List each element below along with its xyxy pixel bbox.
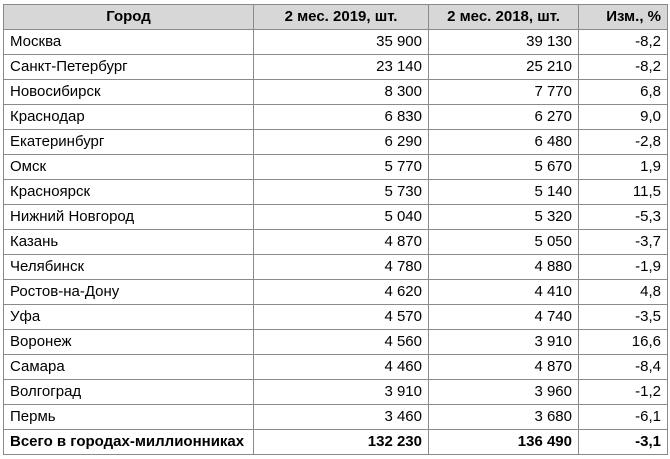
cell-city: Санкт-Петербург [4,55,254,80]
header-2018: 2 мес. 2018, шт. [429,5,579,30]
table-row [4,205,668,230]
table-row [4,155,668,180]
table-row [4,380,668,405]
table-body [4,30,668,455]
cell-city: Новосибирск [4,80,254,105]
cell-2018: 5 670 [429,155,579,180]
cell-2019: 6 290 [254,130,429,155]
cell-2018: 4 870 [429,355,579,380]
cell-city: Омск [4,155,254,180]
table-row [4,30,668,55]
cell-change: -2,8 [579,130,668,155]
table-row [4,80,668,105]
cell-2018: 5 050 [429,230,579,255]
cell-2018: 5 140 [429,180,579,205]
cell-city: Ростов-на-Дону [4,280,254,305]
cell-2019: 5 730 [254,180,429,205]
table-row [4,305,668,330]
cell-2018: 6 270 [429,105,579,130]
cell-city: Уфа [4,305,254,330]
cell-city: Самара [4,355,254,380]
cell-2018: 7 770 [429,80,579,105]
table-row [4,330,668,355]
cell-change: 9,0 [579,105,668,130]
cell-city: Москва [4,30,254,55]
cell-city: Красноярск [4,180,254,205]
total-change: -3,1 [579,430,668,455]
total-row [4,430,668,455]
cell-2019: 5 040 [254,205,429,230]
cell-2019: 4 870 [254,230,429,255]
cell-change: -8,4 [579,355,668,380]
table-header [4,5,668,30]
cell-change: -5,3 [579,205,668,230]
table-row [4,255,668,280]
table-row [4,180,668,205]
cell-city: Екатеринбург [4,130,254,155]
cell-2019: 23 140 [254,55,429,80]
cell-2019: 3 910 [254,380,429,405]
table-row [4,230,668,255]
cell-2019: 4 620 [254,280,429,305]
cell-change: -6,1 [579,405,668,430]
cell-2019: 4 780 [254,255,429,280]
cell-2019: 5 770 [254,155,429,180]
cell-2019: 4 560 [254,330,429,355]
cell-change: -1,2 [579,380,668,405]
cell-change: 16,6 [579,330,668,355]
cell-city: Краснодар [4,105,254,130]
cell-2018: 3 680 [429,405,579,430]
table-row [4,355,668,380]
cell-city: Казань [4,230,254,255]
table-row [4,130,668,155]
cell-2019: 3 460 [254,405,429,430]
total-2018: 136 490 [429,430,579,455]
table-row [4,55,668,80]
cell-2018: 3 960 [429,380,579,405]
header-2019: 2 мес. 2019, шт. [254,5,429,30]
table-row [4,105,668,130]
cell-2018: 4 410 [429,280,579,305]
cell-2019: 35 900 [254,30,429,55]
cell-2019: 6 830 [254,105,429,130]
cell-change: -1,9 [579,255,668,280]
cell-2018: 5 320 [429,205,579,230]
header-row [4,5,668,30]
cell-2018: 6 480 [429,130,579,155]
cell-change: 6,8 [579,80,668,105]
header-change: Изм., % [579,5,668,30]
cell-2019: 4 460 [254,355,429,380]
cell-2018: 25 210 [429,55,579,80]
cell-change: -3,7 [579,230,668,255]
cell-2018: 3 910 [429,330,579,355]
header-city: Город [4,5,254,30]
cell-change: -3,5 [579,305,668,330]
cell-city: Нижний Новгород [4,205,254,230]
sales-table-container [3,4,667,455]
cell-city: Челябинск [4,255,254,280]
cell-change: -8,2 [579,55,668,80]
total-2019: 132 230 [254,430,429,455]
cell-change: -8,2 [579,30,668,55]
cell-2018: 4 880 [429,255,579,280]
table-row [4,405,668,430]
cell-2019: 4 570 [254,305,429,330]
cell-2019: 8 300 [254,80,429,105]
total-label: Всего в городах-миллионниках [4,430,254,455]
cell-2018: 4 740 [429,305,579,330]
table-row [4,280,668,305]
cell-city: Воронеж [4,330,254,355]
city-sales-table [3,4,668,455]
cell-city: Пермь [4,405,254,430]
cell-change: 11,5 [579,180,668,205]
cell-2018: 39 130 [429,30,579,55]
cell-change: 4,8 [579,280,668,305]
cell-city: Волгоград [4,380,254,405]
cell-change: 1,9 [579,155,668,180]
